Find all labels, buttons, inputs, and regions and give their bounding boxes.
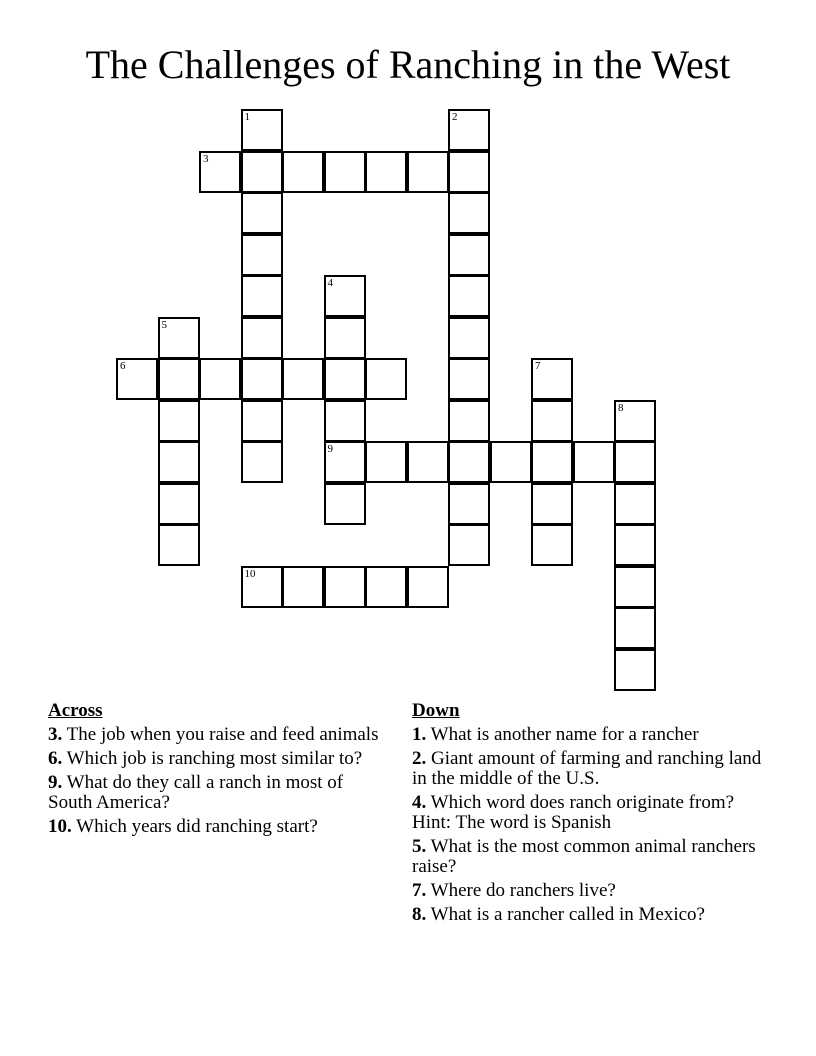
down-clue-5 [412,837,762,877]
grid-cell[interactable] [158,400,200,442]
clue-text: Which job is ranching most similar to? [66,748,363,769]
grid-cell[interactable] [324,441,366,483]
clue-text: What is another name for a rancher [430,724,699,745]
grid-cell[interactable] [241,317,283,359]
grid-cell[interactable] [324,566,366,608]
grid-cell[interactable] [448,192,490,234]
grid-cell[interactable] [241,234,283,276]
clue-number: 7. [412,880,427,901]
grid-cell[interactable] [490,441,532,483]
grid-cell[interactable] [282,566,324,608]
clue-text: What is the most common animal ranchers raise? [412,836,756,877]
grid-cell[interactable] [614,441,656,483]
grid-cell[interactable] [282,151,324,193]
clue-text: The job when you raise and feed animals [66,724,379,745]
grid-cell[interactable] [241,151,283,193]
grid-cell[interactable] [365,151,407,193]
grid-cell[interactable] [241,358,283,400]
clue-number-label: 3 [203,152,209,165]
grid-cell[interactable] [531,483,573,525]
down-clues [412,701,762,929]
grid-cell[interactable] [324,275,366,317]
grid-cell[interactable] [241,400,283,442]
grid-cell[interactable] [531,358,573,400]
grid-cell[interactable] [282,358,324,400]
clue-number-label: 5 [161,318,167,331]
grid-cell[interactable] [448,151,490,193]
grid-cell[interactable] [531,400,573,442]
grid-cell[interactable] [158,358,200,400]
grid-cell[interactable] [448,524,490,566]
grid-cell[interactable] [158,441,200,483]
grid-cell[interactable] [614,566,656,608]
clue-number-label: 8 [618,401,624,414]
grid-cell[interactable] [158,317,200,359]
across-clue-10 [48,817,388,837]
down-clue-1 [412,725,762,745]
grid-cell[interactable] [365,358,407,400]
grid-cell[interactable] [324,151,366,193]
grid-cell[interactable] [241,192,283,234]
grid-cell[interactable] [324,358,366,400]
page-title: The Challenges of Ranching in the West [85,42,731,87]
grid-cell[interactable] [324,317,366,359]
clue-number-label: 1 [244,111,250,123]
grid-cell[interactable] [365,566,407,608]
grid-cell[interactable] [158,524,200,566]
clue-text: Giant amount of farming and ranching land in the middle of the U.S. [412,748,762,789]
grid-cell[interactable] [614,524,656,566]
down-clue-7 [412,881,762,901]
clue-number: 2. [412,748,427,769]
grid-cell[interactable] [241,566,283,608]
grid-cell[interactable] [199,151,241,193]
clue-text: Which years did ranching start? [76,816,318,837]
grid-cell[interactable] [614,649,656,691]
clue-text: Which word does ranch originate from? Hint: The word is Spanish [412,792,735,833]
clue-number-label: 2 [452,111,458,123]
clue-number: 10. [48,816,72,837]
clue-text: What is a rancher called in Mexico? [430,904,705,925]
grid-cell[interactable] [448,441,490,483]
across-clue-3 [48,725,388,745]
across-clue-6 [48,749,388,769]
grid-cell[interactable] [158,483,200,525]
grid-cell[interactable] [199,358,241,400]
grid-cell[interactable] [407,151,449,193]
grid-cell[interactable] [531,524,573,566]
clue-number-label: 4 [327,277,333,289]
across-heading: Across [48,700,103,721]
grid-cell[interactable] [531,441,573,483]
clue-text: What do they call a ranch in most of South America? [48,772,344,813]
down-clue-8 [412,905,762,925]
grid-cell[interactable] [448,317,490,359]
grid-cell[interactable] [448,109,490,151]
grid-cell[interactable] [573,441,615,483]
clue-number: 8. [412,904,427,925]
clue-number: 6. [48,748,63,769]
grid-cell[interactable] [241,275,283,317]
grid-cell[interactable] [324,400,366,442]
grid-cell[interactable] [116,358,158,400]
grid-cell[interactable] [407,566,449,608]
grid-cell[interactable] [448,483,490,525]
grid-cell[interactable] [448,275,490,317]
grid-cell[interactable] [448,358,490,400]
clue-number-label: 6 [120,360,126,372]
down-heading: Down [412,700,460,721]
grid-cell[interactable] [448,400,490,442]
clue-number: 5. [412,836,427,857]
down-clue-4 [412,793,762,833]
clue-number: 3. [48,724,63,745]
grid-cell[interactable] [448,234,490,276]
across-clues [48,701,388,841]
clue-number: 1. [412,724,427,745]
grid-cell[interactable] [365,441,407,483]
clue-text: Where do ranchers live? [430,880,616,901]
grid-cell[interactable] [324,483,366,525]
grid-cell[interactable] [614,607,656,649]
grid-cell[interactable] [241,441,283,483]
clue-number: 9. [48,772,63,793]
down-clue-2 [412,749,762,789]
clue-number: 4. [412,792,427,813]
grid-cell[interactable] [614,483,656,525]
clue-number-label: 10 [244,567,256,580]
clue-number-label: 7 [535,360,541,372]
grid-cell[interactable] [407,441,449,483]
grid-cell[interactable] [241,109,283,151]
grid-cell[interactable] [614,400,656,442]
across-clue-9 [48,773,388,813]
clue-number-label: 9 [327,443,333,455]
